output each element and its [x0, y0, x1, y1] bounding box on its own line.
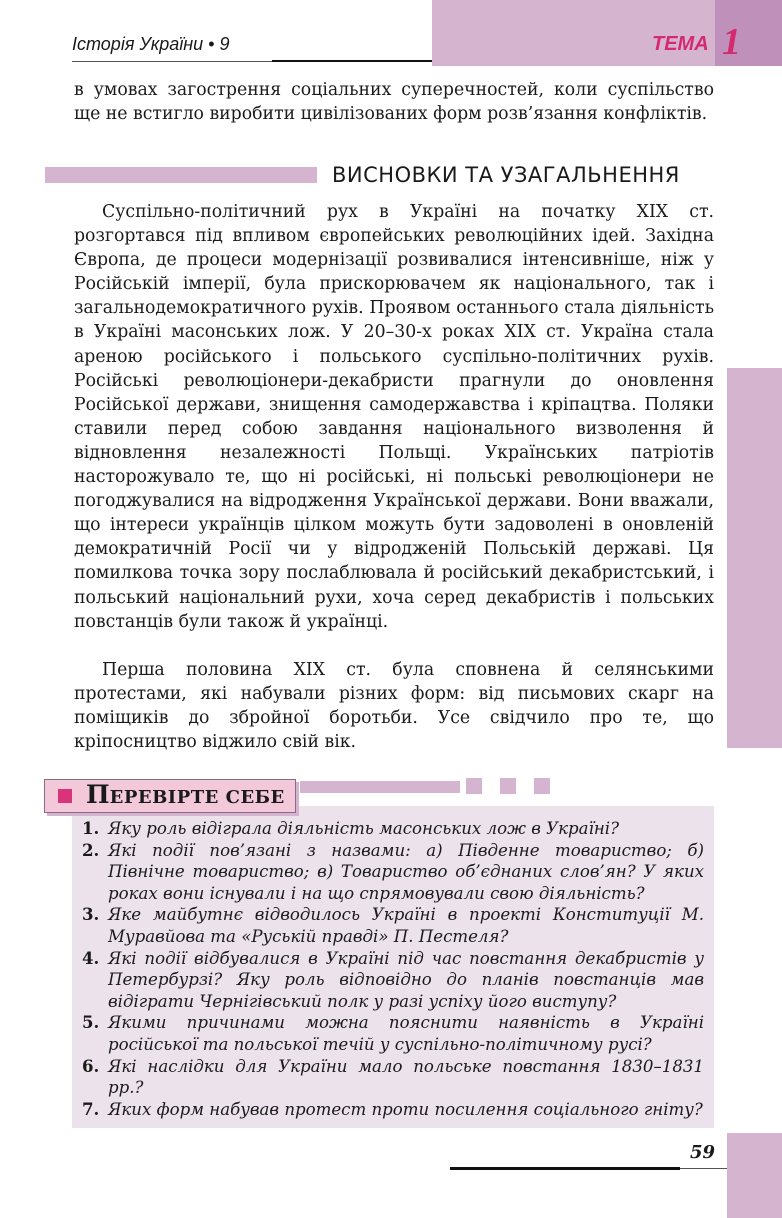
title-initial: П	[86, 780, 110, 809]
theme-label: ТЕМА	[652, 33, 709, 55]
section-strip	[300, 781, 460, 793]
decor-square	[466, 778, 482, 794]
question-text: Якими причинами можна пояснити наявність в Україні російської та польської течій у суспільно-політичному русі?	[108, 1013, 704, 1054]
question-list	[82, 818, 704, 1120]
theme-number: 1	[722, 21, 741, 63]
question-number: 2.	[82, 839, 100, 860]
question-number: 3.	[82, 904, 100, 925]
question-text: Які наслідки для України мало польське повстання 1830–1831 рр.?	[108, 1056, 704, 1098]
check-yourself-title	[86, 780, 285, 809]
question-text: Які події пов’язані з назвами: а) Південне товариство; б) Північне товариство; в) Товариство об’єднаних слов’ян? У яких роках вони існували і на що спрямовували свою діяльність?	[108, 840, 704, 903]
conclusions-paragraph: Перша половина XIX ст. була сповнена й селянськими протестами, які набували різних форм: від письмових скарг на поміщиків до збройної боротьби. Усе свідчило про те, що кріпосництво віджило свій вік.	[74, 660, 714, 753]
book-title: Історія України • 9	[72, 34, 230, 54]
question-number: 7.	[82, 1098, 100, 1119]
footer-rule	[450, 1167, 680, 1170]
question-text: Яких форм набував протест проти посилення соціального гніту?	[108, 1099, 703, 1119]
question-number: 4.	[82, 947, 100, 968]
conclusions-paragraph: Суспільно-політичний рух в Україні на початку XIX ст. розгортався під впливом європейських революційних ідей. Західна Європа, де процеси модернізації розвивалися інтенсивніше, ніж у Російській імперії, була прискорювачем як національного, так і загальнодемократичного рухів. Проявом останнього стала діяльність в Україні масонських лож. У 20–30-х роках XIX ст. Україна стала ареною російського і польського суспільно-політичних рухів. Російські революціонери-декабристи прагнули до оновлення Російської держави, знищення самодержавства і кріпацтва. Поляки ставили перед собою завдання національного визволення й відновлення незалежності Польщі. Українських патріотів насторожувало те, що ні російські, ні польські революціонери не погоджувалися на відродження Української держави. Вони вважали, що інтереси українців цілком можуть бути задоволені в оновленій демократичній Росії чи у відродженій Польській державі. Ця помилкова точка зору послаблювала й російський декабристський, і польський національний рухи, хоча серед декабристів і польських повстанців були також й українці.	[74, 202, 714, 632]
question-number: 6.	[82, 1055, 100, 1076]
question-number: 5.	[82, 1012, 100, 1033]
question-text: Яку роль відіграла діяльність масонських лож в Україні?	[108, 819, 620, 838]
question-item	[82, 1099, 704, 1121]
conclusions-title: ВИСНОВКИ ТА УЗАГАЛЬНЕННЯ	[332, 163, 680, 187]
question-item	[82, 840, 704, 905]
page-number: 59	[690, 1142, 716, 1163]
question-item	[82, 904, 704, 947]
question-item	[82, 948, 704, 1013]
question-item	[82, 818, 704, 840]
question-text: Яке майбутнє відводилось Україні в проекті Конституції М. Муравйова та «Руській правді» П. Пестеля?	[108, 905, 704, 946]
question-text: Які події відбувалися в Україні під час повстання декабристів у Петербурзі? Яку роль відповідно до планів повстанців мав відіграти Чернігівський полк у разі успіху його виступу?	[108, 948, 704, 1011]
side-tab	[727, 368, 782, 748]
intro-paragraph: в умовах загострення соціальних суперечностей, коли суспільство ще не встигло виробити цивілізованих форм розв’язання конфліктів.	[74, 80, 714, 125]
question-number: 1.	[82, 818, 100, 838]
footer-line	[680, 1168, 727, 1169]
header-rule	[272, 60, 432, 62]
bottom-tab	[727, 1133, 782, 1218]
header-line	[72, 61, 272, 62]
conclusions-bar	[45, 167, 317, 183]
decor-square	[534, 778, 550, 794]
question-item	[82, 1056, 704, 1099]
decor-square	[500, 778, 516, 794]
bullet-square-icon	[58, 789, 72, 803]
question-item	[82, 1012, 704, 1055]
title-rest: ЕРЕВІРТЕ СЕБЕ	[109, 787, 285, 808]
